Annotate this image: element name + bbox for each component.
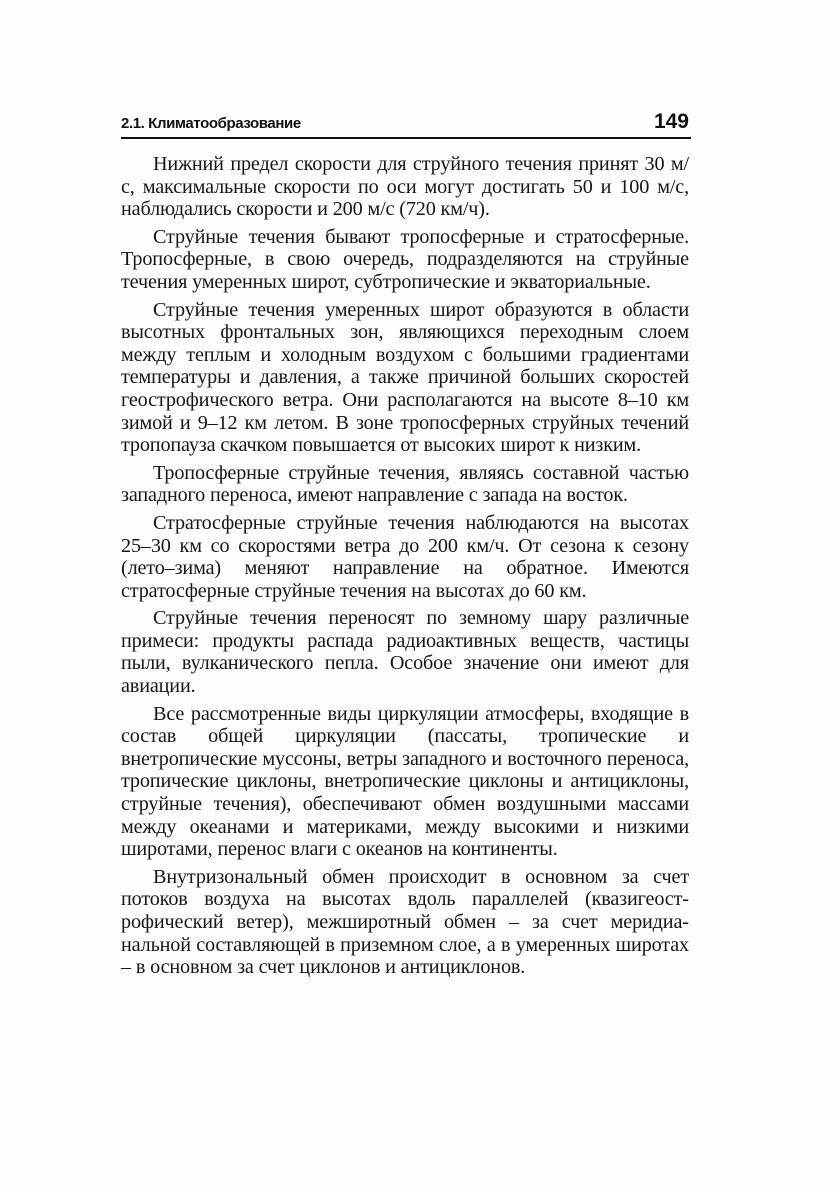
paragraph: Внутризональный обмен происходит в основном за счет потоков воздуха на высотах вдоль параллелей (квазигеострофический ветер), межширотный обмен – за счет меридианальной составляющей в приземном слое, а в умеренных широтах – в основном за счет циклонов и антициклонов. (121, 865, 689, 979)
paragraph: Нижний предел скорости для струйного течения принят 30 м/с, максимальные скорости по оси могут достигать 50 и 100 м/с, наблюдались скорости и 200 м/с (720 км/ч). (121, 153, 689, 221)
paragraph: Тропосферные струйные течения, являясь составной частью западного переноса, имеют направление с запада на восток. (121, 461, 689, 507)
paragraph: Стратосферные струйные течения наблюдаются на высотах 25–30 км со скоростями ветра до 200 км/ч. От сезона к сезону (лето–зима) меняют направление на обратное. Имеются стратосферные струйные течения на высотах до 60 км. (121, 511, 689, 602)
body-text (121, 153, 689, 984)
paragraph: Струйные течения бывают тропосферные и стратосферные. Тропосферные, в свою очередь, подразделяются на струйные течения умеренных широт, субтропические и экваториальные. (121, 225, 689, 293)
running-header (121, 103, 691, 139)
paragraph: Все рассмотренные виды циркуляции атмосферы, входящие в состав общей циркуляции (пассаты, тропические и внетропические муссоны, ветры западного и восточного переноса, тропические циклоны, внетропические циклоны и антициклоны, струйные течения), обеспечивают обмен воздушными массами между океанами и материками, между высокими и низкими широтами, перенос влаги с океанов на континенты. (121, 702, 689, 861)
page-number: 149 (653, 110, 689, 133)
paragraph: Струйные течения переносят по земному шару различные примеси: продукты распада радиоактивных веществ, частицы пыли, вулканического пепла. Особое значение они имеют для авиации. (121, 607, 689, 698)
section-title: 2.1. Климатообразование (121, 115, 301, 132)
paragraph: Струйные течения умеренных широт образуются в области высотных фронтальных зон, являющихся переходным слоем между теплым и холодным воздухом с большими градиентами температуры и давления, а также причиной больших скоростей геострофического ветра. Они располагаются на высоте 8–10 км зимой и 9–12 км летом. В зоне тропосферных струйных течений тропопауза скачком повышается от высоких широт к низким. (121, 298, 689, 457)
